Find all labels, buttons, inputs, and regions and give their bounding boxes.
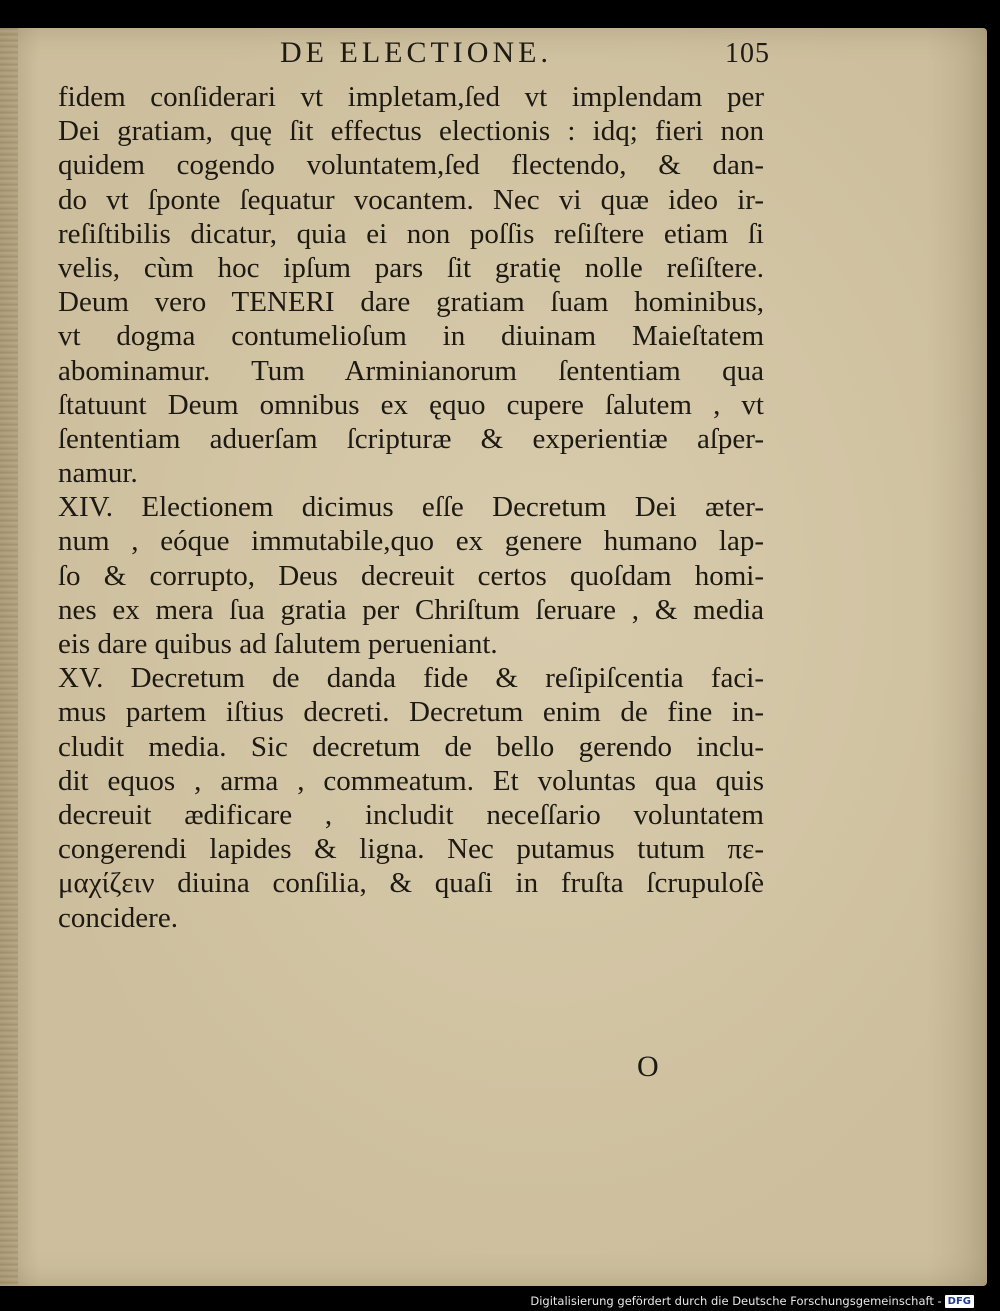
text-line: num , eóque immutabile,quo ex genere humano lap- — [58, 525, 764, 558]
text-line: mus partem iſtius decreti. Decretum enim de fine in- — [58, 696, 764, 729]
text-line: eis dare quibus ad ſalutem perueniant. — [58, 628, 498, 660]
text-line: velis, cùm hoc ipſum pars ſit gratię nolle reſiſtere. — [58, 251, 764, 284]
running-head-title: DE ELECTIONE. — [280, 36, 552, 69]
dfg-logo: DFG — [945, 1295, 974, 1308]
text-line: ſententiam aduerſam ſcripturæ & experientiæ aſper- — [58, 422, 764, 455]
text-line: vt dogma contumelioſum in diuinam Maieſtatem — [58, 320, 764, 353]
text-line: cludit media. Sic decretum de bello gerendo inclu- — [58, 730, 764, 763]
text-line: decreuit ædificare , includit neceſſario voluntatem — [58, 798, 764, 831]
text-line: dit equos , arma , commeatum. Et voluntas qua quis — [58, 764, 764, 797]
text-line: μαχίζειν diuina conſilia, & quaſi in fruſta ſcrupuloſè — [58, 867, 764, 900]
text-line: do vt ſponte ſequatur vocantem. Nec vi quæ ideo ir- — [58, 183, 764, 216]
catchword: O — [637, 1050, 659, 1083]
body-text — [58, 80, 764, 935]
text-line: namur. — [58, 457, 138, 490]
page-number: 105 — [725, 38, 770, 69]
text-line: nes ex mera ſua gratia per Chriſtum ſeruare , & media — [58, 593, 764, 626]
text-line: Deum vero TENERI dare gratiam ſuam hominibus, — [58, 286, 764, 319]
text-line: ſo & corrupto, Deus decreuit certos quoſdam homi- — [58, 559, 764, 592]
section-xv-line: XV. Decretum de danda fide & reſipiſcentia faci- — [58, 662, 764, 695]
digitization-credit — [530, 1294, 974, 1308]
text-line: abominamur. Tum Arminianorum ſententiam qua — [58, 354, 764, 387]
text-line: reſiſtibilis dicatur, quia ei non poſſis reſiſtere etiam ſi — [58, 217, 764, 250]
text-line: concidere. — [58, 901, 178, 934]
credit-text: Digitalisierung gefördert durch die Deutsche Forschungsgemeinschaft - — [530, 1294, 942, 1308]
page-edge — [0, 28, 18, 1286]
text-line: Dei gratiam, quę ſit effectus electionis : idq; fieri non — [58, 115, 764, 148]
section-xiv-line: XIV. Electionem dicimus eſſe Decretum Dei æter- — [58, 491, 764, 524]
text-line: quidem cogendo voluntatem,ſed flectendo, & dan- — [58, 149, 764, 182]
text-line: ſtatuunt Deum omnibus ex ęquo cupere ſalutem , vt — [58, 388, 764, 421]
text-line: congerendi lapides & ligna. Nec putamus tutum πε- — [58, 833, 764, 866]
running-head — [190, 36, 770, 76]
text-line: fidem conſiderari vt impletam,ſed vt implendam per — [58, 81, 764, 113]
